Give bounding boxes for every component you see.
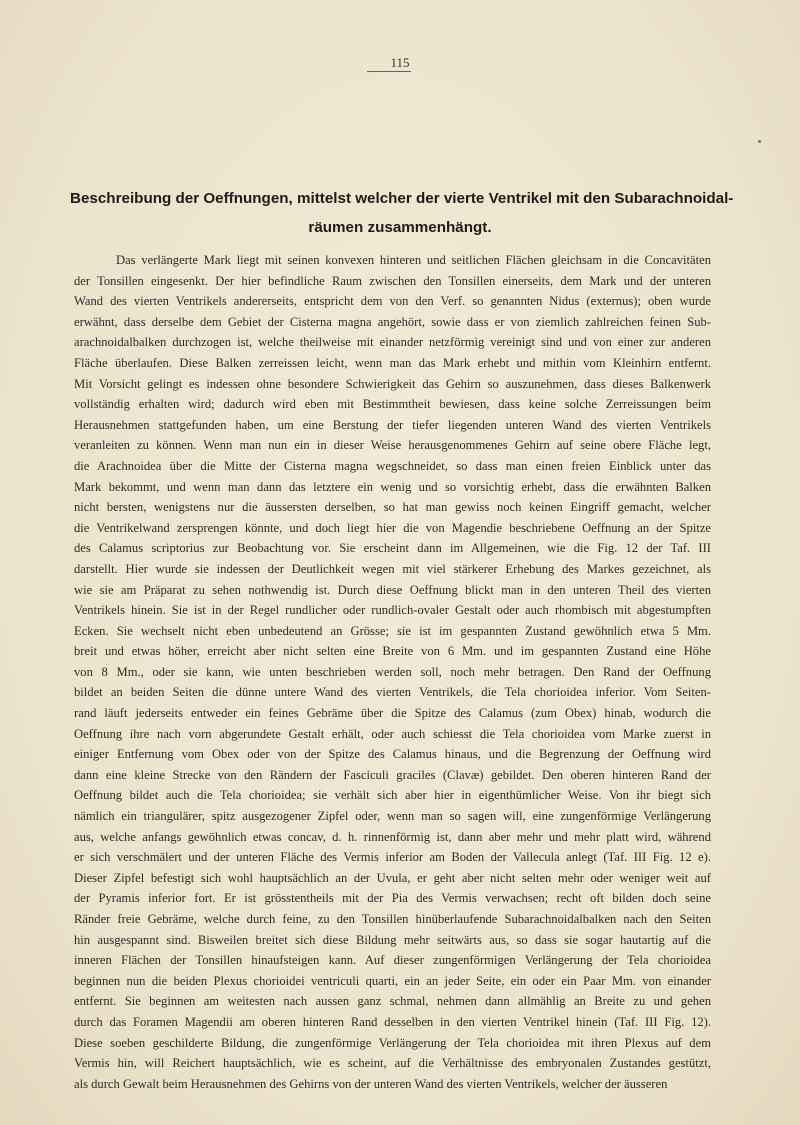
section-heading bbox=[70, 184, 734, 242]
text-line: die Arachnoidea über die Mitte der Cisterna magna wegschneidet, so dass man einen freien Einblick unter das bbox=[74, 458, 711, 473]
text-line: durch das Foramen Magendii am oberen hinteren Rand desselben in den vierten Ventrikel hinein (Taf. III Fig. 12). bbox=[74, 1014, 711, 1029]
text-line: veranleiten zu können. Wenn man nun ein in dieser Weise herausgenommenes Gehirn auf seine obere Fläche legt, bbox=[74, 438, 711, 453]
text-line: vollständig erhalten wird; dadurch wird eben mit Bestimmtheit bewiesen, dass keine solche Zerreissungen beim bbox=[74, 397, 711, 412]
text-line: entfernt. Sie beginnen am weitesten nach aussen ganz schmal, nehmen dann allmählig an Breite zu und gehen bbox=[74, 994, 711, 1009]
text-line: Ecken. Sie wechselt nicht eben unbedeutend an Grösse; sie ist im gespannten Zustand gewöhnlich etwa 5 Mm. bbox=[74, 623, 711, 638]
text-line: Dieser Zipfel befestigt sich wohl hauptsächlich an der Uvula, er geht aber nicht selten mehr oder weniger weit auf bbox=[74, 870, 711, 885]
text-line: nämlich ein triangulärer, spitz ausgezogener Zipfel oder, wenn man so sagen will, eine zungenförmige Verlängerung bbox=[74, 809, 711, 824]
text-line: Fläche überlaufen. Diese Balken zerreissen leicht, wenn man das Mark erhebt und mithin vom Kleinhirn entfernt. bbox=[74, 355, 711, 370]
text-line: hin ausgespannt sind. Bisweilen breitet sich diese Bildung mehr seitwärts aus, so dass sie sogar hautartig auf die bbox=[74, 932, 711, 947]
text-line: er sich verschmälert und der unteren Fläche des Vermis inferior am Boden der Vallecula anlegt (Taf. III Fig. 12 e). bbox=[74, 850, 711, 865]
text-line: Ränder freie Gebräme, welche durch feine, zu den Tonsillen hinüberlaufende Subarachnoidalbalken nach den Seiten bbox=[74, 912, 711, 926]
text-line: bildet an beiden Seiten die dünne untere Wand des vierten Ventrikels, die Tela chorioidea inferior. Vom Seiten- bbox=[74, 685, 711, 700]
text-line: Das verlängerte Mark liegt mit seinen konvexen hinteren und seitlichen Flächen gleichsam in die Concavitäten bbox=[116, 253, 711, 267]
text-line: breit und etwas höher, erreicht aber nicht selten eine Breite von 6 Mm. und im gespannten Zustand eine Höhe bbox=[74, 644, 711, 659]
text-line: aus, welche anfangs gewöhnlich etwas concav, d. h. rinnenförmig ist, dann aber mehr und mehr platt wird, während bbox=[74, 829, 711, 844]
page-number: 115 bbox=[390, 55, 410, 70]
text-line: Mark bekommt, und wenn man dann das letztere ein wenig und so vorsichtig erhebt, dass die erwähnten Balken bbox=[74, 479, 711, 494]
text-line: der Pyramis inferior fort. Er ist grösstentheils mit der Pia des Vermis verwachsen; recht oft bilden doch seine bbox=[74, 891, 711, 906]
text-line: von 8 Mm., oder sie kann, wie unten beschrieben werden soll, noch mehr betragen. Den Rand der Oeffnung bbox=[74, 664, 711, 679]
text-line: wie sie am Präparat zu sehen nothwendig ist. Durch diese Oeffnung blickt man in den unteren Theil des vierten bbox=[74, 582, 711, 597]
text-line: rand läuft jederseits entweder ein feines Gebräme über die Spitze des Calamus (zum Obex) hinab, wodurch die bbox=[74, 706, 711, 721]
text-line: des Calamus scriptorius zur Beobachtung vor. Sie erscheint dann im Allgemeinen, wie die Fig. 12 der Taf. III bbox=[74, 541, 711, 556]
heading-line: räumen zusammenhängt. bbox=[308, 219, 492, 236]
text-line: inneren Flächen der Tonsillen hinaufsteigen kann. Auf dieser zungenförmigen Verlängerung der Tela chorioidea bbox=[74, 953, 711, 968]
text-line: arachnoidalbalken durchzogen ist, welche theilweise mit einander netzförmig vereinigt sind und von einer zur anderen bbox=[74, 335, 711, 350]
heading-line: Beschreibung der Oeffnungen, mittelst welcher der vierte Ventrikel mit den Subarachnoidal- bbox=[70, 190, 734, 207]
body-paragraph bbox=[74, 250, 711, 1094]
paper-speck bbox=[758, 140, 761, 143]
text-line: Herausnehmen stattgefunden haben, um eine Berstung der tiefer liegenden unteren Wand des vierten Ventrikels bbox=[74, 417, 711, 432]
text-line: Diese soeben geschilderte Bildung, die zungenförmige Verlängerung der Tela chorioidea mit ihren Plexus auf dem bbox=[74, 1035, 711, 1050]
text-line: Oeffnung ihre nach vorn abgerundete Gestalt erhält, oder auch schiesst die Tela chorioidea vom Marke zuerst in bbox=[74, 726, 711, 741]
page-number-rule bbox=[367, 71, 411, 72]
text-line: einiger Entfernung vom Obex oder von der Spitze des Calamus hinaus, und die Begrenzung der Oeffnung wird bbox=[74, 747, 711, 762]
text-line: Ventrikels hinein. Sie ist in der Regel rundlicher oder rundlich-ovaler Gestalt oder auch rhombisch mit abgestumpften bbox=[74, 603, 711, 618]
text-line: dann eine kleine Strecke von den Rändern der Fasciculi graciles (Clavæ) gebildet. Den oberen hinteren Rand der bbox=[74, 767, 711, 782]
text-line: die Ventrikelwand zersprengen könnte, und doch liegt hier die von Magendie beschriebene Oeffnung an der Spitze bbox=[74, 520, 711, 535]
text-line: erwähnt, dass derselbe dem Gebiet der Cisterna magna angehört, sowie dass er von ziemlich zahlreichen feinen Sub- bbox=[74, 314, 711, 329]
text-line: beginnen nun die beiden Plexus chorioidei ventriculi quarti, ein an jeder Seite, ein oder ein Paar Mm. von einander bbox=[74, 973, 711, 988]
text-line: als durch Gewalt beim Herausnehmen des Gehirns von der unteren Wand des vierten Ventrikels, welcher der äusseren bbox=[74, 1076, 668, 1091]
text-line: darstellt. Hier wurde sie indessen der Deutlichkeit wegen mit viel stärkerer Erhebung des Markes gezeichnet, als bbox=[74, 561, 711, 576]
text-line: Mit Vorsicht gelingt es indessen ohne besondere Schwierigkeit das Gehirn so auszunehmen, dass dieses Balkenwerk bbox=[74, 376, 711, 391]
text-line: Wand des vierten Ventrikels andererseits, entspricht dem von den Verf. so genannten Nidus (externus); oben wurde bbox=[74, 294, 711, 309]
text-line: nicht bersten, wenigstens nur die äussersten derselben, so hat man gewiss noch keinen Eingriff gemacht, welcher bbox=[74, 500, 711, 515]
text-line: der Tonsillen eingesenkt. Der hier befindliche Raum zwischen den Tonsillen einerseits, dem Mark und der unteren bbox=[74, 273, 711, 288]
text-line: Vermis hin, will Reichert hauptsächlich, wie es scheint, auf die Verhältnisse des embryonalen Zustandes gestützt, bbox=[74, 1056, 711, 1071]
text-line: Oeffnung bildet auch die Tela chorioidea; sie verhält sich aber hier in eigenthümlicher Weise. Von ihr biegt sich bbox=[74, 788, 711, 803]
